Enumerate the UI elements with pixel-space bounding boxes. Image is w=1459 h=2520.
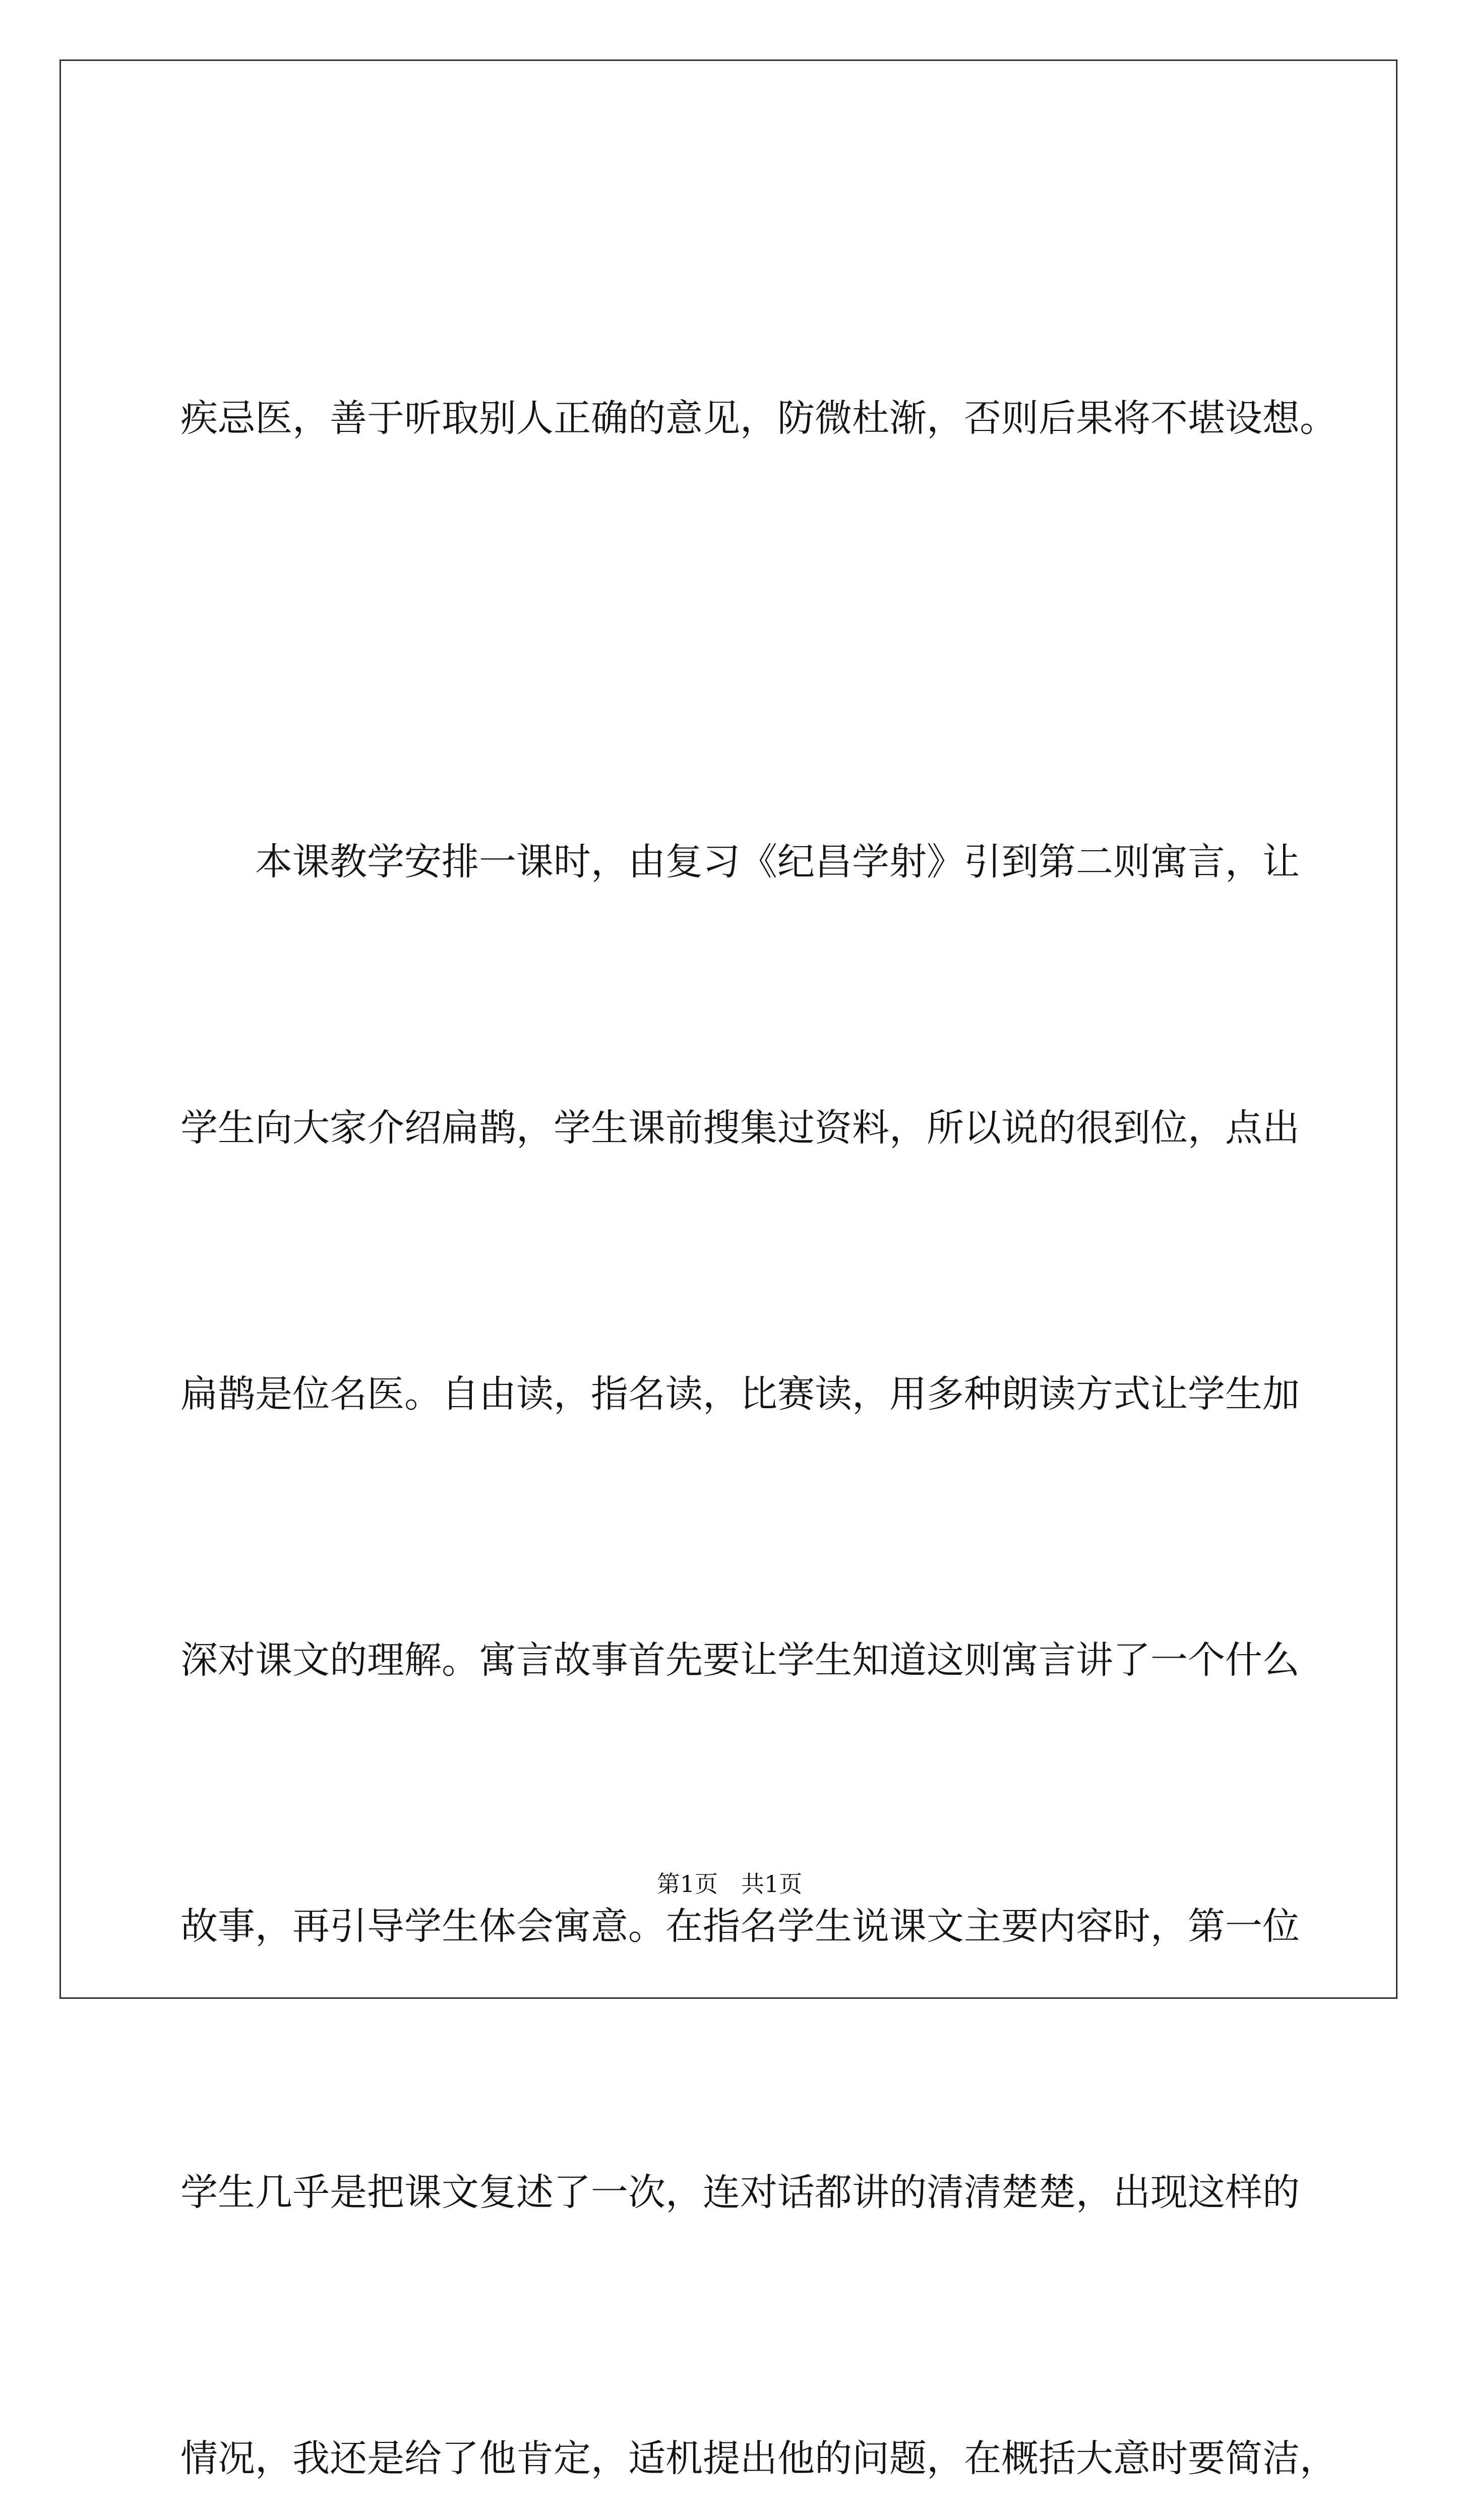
text-line: 学生几乎是把课文复述了一次，连对话都讲的清清楚楚，出现这样的 <box>180 2171 1300 2214</box>
page-footer <box>0 1870 1459 1898</box>
paragraph-1 <box>180 197 1337 640</box>
text-line: 学生向大家介绍扁鹊，学生课前搜集过资料，所以说的很到位，点出 <box>180 1106 1300 1150</box>
text-line: 情况，我还是给了他肯定，适机提出他的问题，在概括大意时要简洁， <box>180 2437 1337 2480</box>
text-line: 本课教学安排一课时，由复习《纪昌学射》引到第二则寓言，让 <box>180 840 1300 884</box>
text-line: 故事，再引导学生体会寓意。在指名学生说课文主要内容时，第一位 <box>180 1905 1300 1948</box>
page-number: 第1页 共1页 <box>656 1870 803 1898</box>
text-line: 疾忌医，善于听取别人正确的意见，防微杜渐，否则后果将不堪设想。 <box>180 397 1337 440</box>
document-body <box>180 197 1337 2520</box>
paragraph-2 <box>180 640 1337 2520</box>
text-line: 扁鹊是位名医。自由读，指名读，比赛读，用多种朗读方式让学生加 <box>180 1372 1300 1416</box>
text-line: 深对课文的理解。寓言故事首先要让学生知道这则寓言讲了一个什么 <box>180 1639 1300 1682</box>
